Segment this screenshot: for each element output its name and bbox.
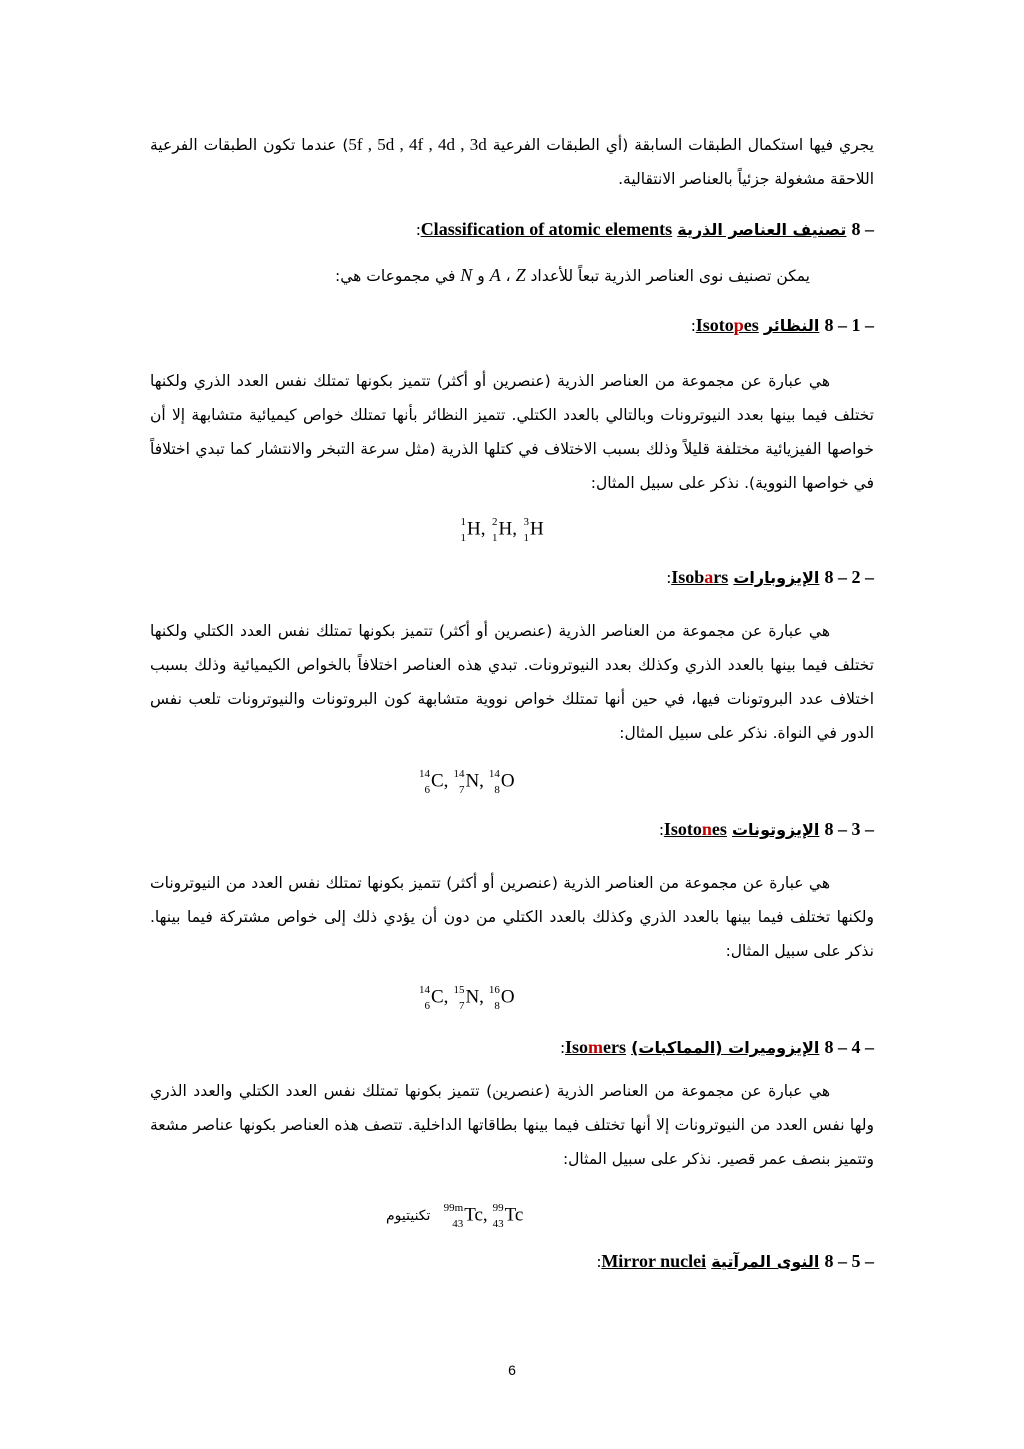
nuclide-n-15 xyxy=(448,983,484,1012)
section-title-ar: تصنيف العناصر الذرية xyxy=(677,220,847,239)
isotopes-paragraph: هي عبارة عن مجموعة من العناصر الذرية (عنصرين أو أكثر) تتميز بكونها تمتلك نفس العدد الذري ولكنها تختلف فيما بينها بعدد النيوترونات وبالتالي بالعدد الكتلي. تتميز النظائر بأنها تمتلك خواص كيميائية متشابهة إلا أن خواصها الفيزيائية مختلفة قليلاً وذلك بسبب الاختلاف في كتلها الذرية (مثل سرعة التبخر والانتشار كما تبدي اختلافاً في خواصها النووية). نذكر على سبيل المثال: xyxy=(150,372,874,492)
mass-number: 99 xyxy=(492,1201,504,1214)
isomers-example-formula xyxy=(386,1201,524,1230)
var-z: Z xyxy=(515,265,526,285)
subsection-title-ar: النظائر xyxy=(763,316,820,335)
isomers-body xyxy=(150,1074,874,1176)
subsection-title-ar: الإيزوتونات xyxy=(731,820,820,839)
technetium-label: تكنيتيوم xyxy=(386,1208,431,1224)
var-a: A xyxy=(489,265,501,285)
mass-number: 99m xyxy=(443,1201,464,1214)
nuclide-o-16 xyxy=(484,983,515,1012)
nuclide-c-14 xyxy=(414,767,449,796)
heading-colon: : xyxy=(560,1038,565,1057)
section-8-heading xyxy=(150,218,874,241)
section-title-en: Classification of atomic elements xyxy=(420,219,673,239)
mass-number: 14 xyxy=(453,767,465,780)
var-n: N xyxy=(460,265,473,285)
subsection-mirror-nuclei-heading xyxy=(150,1250,874,1273)
isomers-paragraph: هي عبارة عن مجموعة من العناصر الذرية (عنصرين) تتميز بكونها تمتلك نفس العدد الكتلي والعدد الذري ولها نفس العدد من النيوترونات إلا أنها تختلف فيما بينها بطاقاتها الداخلية. تتصف هذه العناصر بكونها عناصر مشعة وتتميز بنصف عمر قصير. نذكر على سبيل المثال: xyxy=(150,1082,874,1168)
page-number: 6 xyxy=(508,1362,516,1378)
element-symbol: N, xyxy=(465,770,484,792)
subsection-title-en: Isotopes xyxy=(695,315,759,335)
subsection-number: 8 – 2 – xyxy=(824,567,874,587)
subsection-title-en: Isobars xyxy=(671,567,729,587)
atomic-number: 7 xyxy=(458,783,465,796)
separator: ، xyxy=(505,267,511,285)
subsection-isobars-heading xyxy=(150,566,874,589)
mass-number: 15 xyxy=(453,983,465,996)
nuclide-tc-99 xyxy=(488,1201,524,1230)
subsection-isotopes-heading xyxy=(150,314,874,337)
intro-subshells: 5f , 5d , 4f , 4d , 3d xyxy=(348,135,487,154)
subsection-title-ar: الإيزوبارات xyxy=(733,568,820,587)
element-symbol: H, xyxy=(498,518,517,540)
subsection-number: 8 – 3 – xyxy=(824,819,874,839)
nuclide-h-2 xyxy=(485,515,517,544)
subsection-number: 8 – 5 – xyxy=(824,1251,874,1271)
mass-number: 2 xyxy=(491,515,498,528)
atomic-number: 43 xyxy=(492,1217,504,1230)
heading-colon: : xyxy=(596,1252,602,1271)
isotopes-example-formula xyxy=(454,515,544,544)
and-word: و xyxy=(477,267,485,285)
subsection-title-ar: الإيزوميرات (المماكبات) xyxy=(631,1038,820,1057)
subsection-number: 8 – 1 – xyxy=(824,315,874,335)
isotopes-body xyxy=(150,364,874,500)
atomic-number: 1 xyxy=(460,531,466,544)
heading-colon: : xyxy=(659,820,664,839)
heading-colon: : xyxy=(690,316,696,335)
element-symbol: O xyxy=(500,770,515,792)
isobars-paragraph: هي عبارة عن مجموعة من العناصر الذرية (عنصرين أو أكثر) تتميز بكونها تمتلك نفس العدد الكتلي ولكنها تختلف فيما بينها بالعدد الذري وكذلك بعدد النيوترونات. تبدي هذه العناصر اختلافاً بالخواص الكيميائية وذلك بسبب اختلاف عدد البروتونات فيها، في حين أنها تمتلك خواص نووية متشابهة كون البروتونات والنيوترونات تلعب نفس الدور في النواة. نذكر على سبيل المثال: xyxy=(150,622,874,742)
nuclide-n-14 xyxy=(448,767,484,796)
element-symbol: H, xyxy=(467,518,486,540)
mass-number: 14 xyxy=(419,983,430,996)
subsection-isomers-heading xyxy=(150,1036,874,1059)
intro-text-a: يجري فيها استكمال الطبقات السابقة (أي الطبقات الفرعية xyxy=(492,136,874,154)
element-symbol: Tc xyxy=(504,1204,524,1226)
subsection-isotones-heading xyxy=(150,818,874,841)
atomic-number: 1 xyxy=(491,531,498,544)
isotones-example-formula xyxy=(414,983,515,1012)
isotones-paragraph: هي عبارة عن مجموعة من العناصر الذرية (عنصرين أو أكثر) تتميز بكونها تمتلك نفس العدد من النيوترونات ولكنها تختلف فيما بينها بالعدد الذري وكذلك بالعدد الكتلي من دون أن يؤدي ذلك إلى خواص مشتركة فيما بينها. نذكر على سبيل المثال: xyxy=(150,874,874,960)
subsection-number: 8 – 4 – xyxy=(824,1037,874,1057)
subsection-title-en: Isomers xyxy=(564,1037,626,1057)
element-symbol: C, xyxy=(431,986,449,1008)
nuclide-c-14 xyxy=(414,983,449,1012)
isomers-nuclides xyxy=(441,1201,524,1230)
mass-number: 1 xyxy=(460,515,466,528)
atomic-number: 6 xyxy=(424,999,430,1012)
atomic-number: 43 xyxy=(452,1217,464,1230)
atomic-number: 6 xyxy=(424,783,430,796)
element-symbol: H xyxy=(529,518,544,540)
atomic-number: 8 xyxy=(494,999,500,1012)
subsection-title-ar: النوى المرآتية xyxy=(711,1252,820,1271)
element-symbol: N, xyxy=(465,986,484,1008)
mass-number: 14 xyxy=(488,767,500,780)
element-symbol: O xyxy=(500,986,515,1008)
section-8-intro xyxy=(150,264,810,287)
isotones-body xyxy=(150,866,874,968)
mass-number: 14 xyxy=(419,767,430,780)
nuclide-tc-99m xyxy=(441,1201,488,1230)
subsection-title-en: Isotones xyxy=(663,819,727,839)
element-symbol: C, xyxy=(431,770,449,792)
mass-number: 16 xyxy=(488,983,500,996)
nuclide-o-14 xyxy=(484,767,515,796)
intro-text-b: عندما تكون الطبقات الفرعية اللاحقة مشغولة جزئياً بالعناصر الانتقالية. xyxy=(150,136,874,188)
section-number: 8 – xyxy=(851,219,874,239)
nuclide-h-1 xyxy=(454,515,486,544)
intro-paragraph: يجري فيها استكمال الطبقات السابقة (أي الطبقات الفرعية 5f , 5d , 4f , 4d , 3d) عندما تكون الطبقات الفرعية اللاحقة مشغولة جزئياً بالعناصر الانتقالية. xyxy=(150,135,874,188)
heading-colon: : xyxy=(415,220,421,239)
mass-number: 3 xyxy=(523,515,529,528)
section-intro-b: في مجموعات هي: xyxy=(335,267,456,285)
isobars-body xyxy=(150,614,874,750)
atomic-number: 8 xyxy=(494,783,500,796)
atomic-number: 7 xyxy=(458,999,465,1012)
section-intro-a: يمكن تصنيف نوى العناصر الذرية تبعاً للأعداد xyxy=(530,267,810,285)
nuclide-h-3 xyxy=(517,515,544,544)
subsection-title-en: Mirror nuclei xyxy=(601,1251,707,1271)
heading-colon: : xyxy=(666,568,672,587)
isobars-example-formula xyxy=(414,767,515,796)
element-symbol: Tc, xyxy=(464,1204,488,1226)
atomic-number: 1 xyxy=(523,531,529,544)
